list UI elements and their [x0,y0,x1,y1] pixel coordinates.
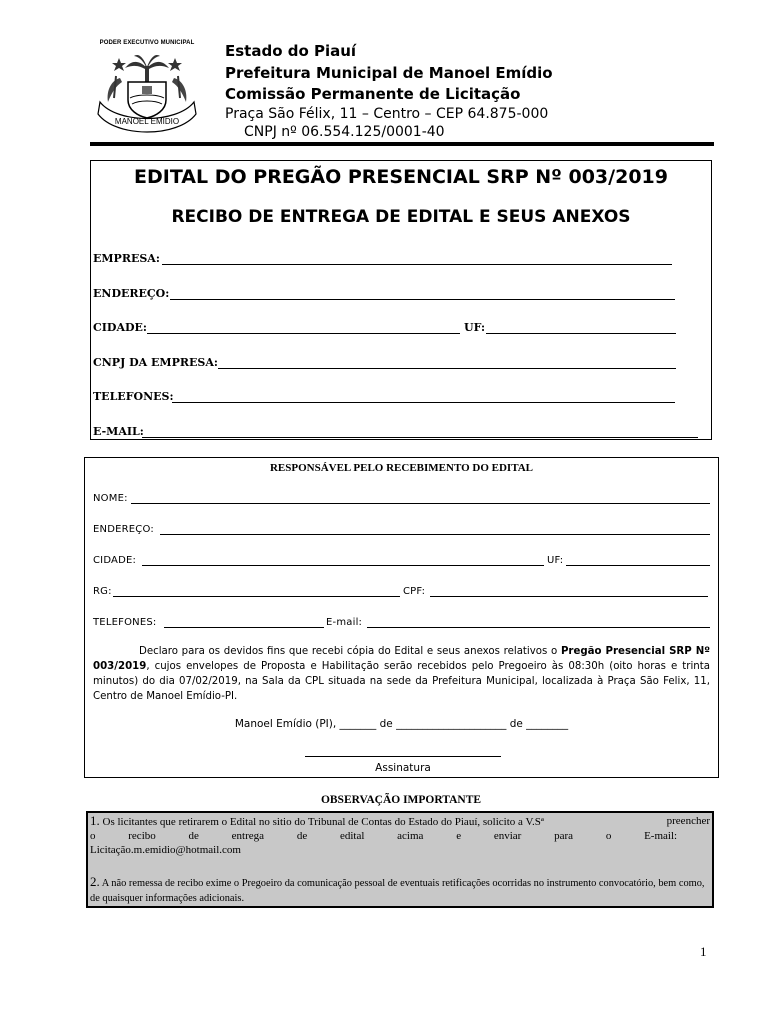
declaration-bold: Pregão Presencial SRP Nº 003/2019 [93,646,710,672]
email-label: E-MAIL: [93,425,144,438]
resp-email-field[interactable] [367,627,710,628]
observation-item-1-number: 1. [90,813,100,828]
observation-item-1 [90,814,710,857]
resp-telefones-label: TELEFONES: [93,617,157,628]
cpf-field[interactable] [430,596,708,597]
endereco-field[interactable] [170,299,675,300]
resp-endereco-label: ENDEREÇO: [93,524,154,535]
cidade-label: CIDADE: [93,321,147,334]
observation-title: OBSERVAÇÃO IMPORTANTE [320,794,482,806]
resp-telefones-field[interactable] [164,627,324,628]
observation-item-1-word: o [90,830,96,842]
logo-ribbon-text: MANOEL EMÍDIO [114,117,180,126]
observation-item-1-word: entrega [231,830,265,842]
nome-field[interactable] [131,503,710,504]
observation-item-1-word: enviar [493,830,522,842]
resp-uf-field[interactable] [566,565,710,566]
empresa-label: EMPRESA: [93,252,160,265]
signature-label: Assinatura [375,762,431,774]
declaration-text-2: , cujos envelopes de Proposta e Habilitação serão recebidos pelo Pregoeiro às 08:30h (oito horas e trinta minutos) do dia 07/02/2019, na Sala da CPL situada na sede da Prefeitura Municipal, localizada à Praça São Felix, 11, Centro de Manoel Emídio-PI. [93,661,710,702]
signature-line[interactable] [305,756,501,757]
rg-field[interactable] [113,596,400,597]
coat-of-arms-icon [92,40,202,140]
email-field[interactable] [142,437,698,438]
empresa-field[interactable] [162,264,672,265]
logo-caption: PODER EXECUTIVO MUNICIPAL [99,40,195,46]
observation-item-1-word: de [188,830,199,842]
resp-cidade-field[interactable] [142,565,544,566]
responsible-title: RESPONSÁVEL PELO RECEBIMENTO DO EDITAL [269,462,534,474]
company-info-box [90,160,712,440]
observation-item-1-word: de [296,830,308,842]
endereco-label: ENDEREÇO: [93,287,170,300]
observation-item-1-line-2 [90,829,710,843]
date-line: Manoel Emídio (PI), _______ de _____________________ de ________ [234,718,569,730]
observation-item-1-word: acima [397,830,424,842]
observation-item-2-number: 2. [90,874,100,889]
resp-cidade-label: CIDADE: [93,555,137,566]
telefones-field[interactable] [172,402,675,403]
rg-label: RG: [93,586,112,597]
header-address: Praça São Félix, 11 – Centro – CEP 64.875-000 [225,106,549,122]
cnpj-empresa-label: CNPJ DA EMPRESA: [93,356,218,369]
resp-endereco-field[interactable] [160,534,710,535]
declaration-paragraph [93,644,710,704]
resp-uf-label: UF: [547,555,564,566]
header-commission: Comissão Permanente de Licitação [225,85,521,103]
nome-label: NOME: [93,493,128,504]
cnpj-empresa-field[interactable] [218,368,676,369]
header-cnpj: CNPJ nº 06.554.125/0001-40 [244,124,445,140]
page-number: 1 [700,944,707,959]
observation-item-1-word: E-mail: [644,830,678,842]
observation-item-1-word: e [456,830,462,842]
municipal-coat-of-arms [92,40,202,140]
declaration-text-1: Declaro para os devidos fins que recebi cópia do Edital e seus anexos relativos o [139,646,561,657]
cidade-field[interactable] [147,333,460,334]
resp-email-label: E-mail: [326,617,363,628]
observation-item-2 [90,874,710,906]
observation-item-1-text-b: preencher [666,815,710,827]
observation-item-1-line-1 [90,814,710,829]
header-prefecture: Prefeitura Municipal de Manoel Emídio [225,64,553,82]
header-divider [90,142,714,146]
uf-field[interactable] [486,333,676,334]
observation-item-1-word: recibo [128,830,156,842]
observation-item-1-text-a: Os licitantes que retirarem o Edital no sitio do Tribunal de Contas do Estado do Piauí, solicito a V.Sª [102,816,544,828]
observation-item-1-word: edital [339,830,365,842]
telefones-label: TELEFONES: [93,390,174,403]
header-state: Estado do Piauí [225,42,357,60]
observation-item-1-word: o [605,830,612,842]
cpf-label: CPF: [403,586,426,597]
edital-title: EDITAL DO PREGÃO PRESENCIAL SRP Nº 003/2019 [134,166,668,188]
observation-item-1-word: para [554,830,574,842]
observation-item-1-email: Licitação.m.emidio@hotmail.com [90,844,241,856]
uf-label: UF: [464,321,486,334]
receipt-subtitle: RECIBO DE ENTREGA DE EDITAL E SEUS ANEXOS [171,207,631,227]
observation-item-2-text: A não remessa de recibo exime o Pregoeiro da comunicação pessoal de eventuais retificações ocorridas no instrumento convocatório, bem como, de quaisquer informações adicionais. [90,878,705,904]
